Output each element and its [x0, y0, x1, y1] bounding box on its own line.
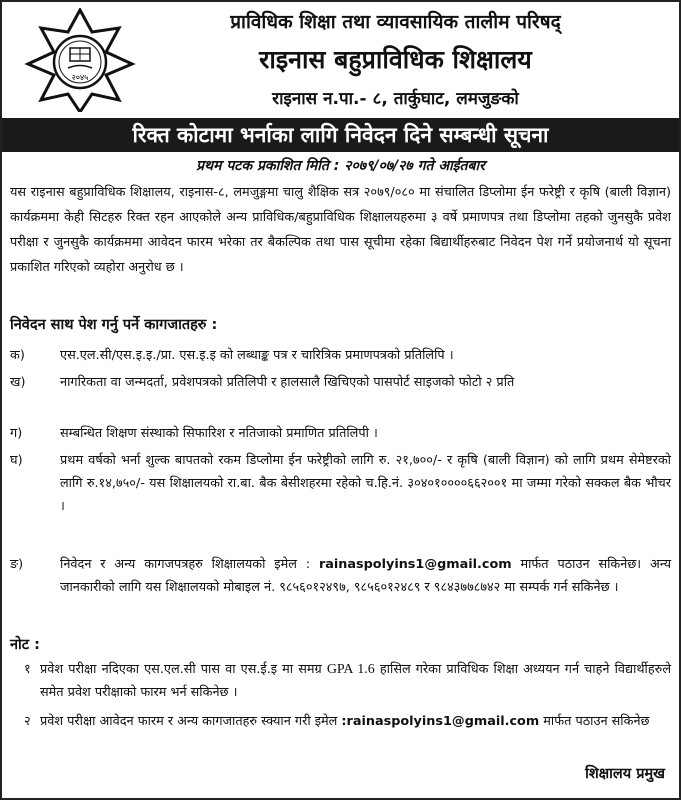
school-name: राइनास बहुप्राविधिक शिक्षालय	[259, 45, 532, 74]
contact-item	[10, 553, 671, 599]
item-text: एस.एल.सी/एस.इ.इ./प्रा. एस.इ.इ को लब्धाङ्क पत्र र चारित्रिक प्रमाणपत्रको प्रतिलिपि ।	[60, 348, 454, 363]
notice-title-bar	[2, 118, 679, 152]
notes-heading: नोट :	[10, 637, 40, 653]
signature: शिक्षालय प्रमुख	[585, 766, 665, 782]
item-text: नागरिकता वा जन्मदर्ता, प्रवेशपत्रको प्रतिलिपी र हालसालै खिचिएको पासपोर्ट साइजको फोटो २ प्रति	[60, 375, 515, 390]
note-text-after: हासिल गरेका प्राविधिक शिक्षा अध्ययन गर्न चाहने विद्यार्थीहरुले समेत प्रवेश परीक्षाको फारम भर्न सकिनेछ ।	[40, 662, 671, 700]
document-item	[10, 371, 671, 394]
item-marker: क)	[10, 348, 25, 363]
note-text-after: मार्फत पठाउन सकिनेछ	[543, 714, 650, 729]
intro-paragraph: यस राइनास बहुप्राविधिक शिक्षालय, राइनास-८, लमजुङ्गमा चालु शैक्षिक सत्र २०७९/०८० मा संचालित डिप्लोमा ईन फरेष्ट्री र कृषि (बाली विज्ञान) कार्यक्रममा केही सिटहरु रिक्त रहन आएकोले अन्य प्राविधिक/बहुप्राविधिक शिक्षालयहरुमा ३ वर्षे प्रमाणपत्र तथा डिप्लोमा तहको जुनसुकै प्रवेश परीक्षा र जुनसुकै कार्यक्रममा आवेदन फारम भरेका तर बैकल्पिक तथा पास सूचीमा रहेका बिद्यार्थीहरुबाट निवेदन पेश गर्ने प्रयोजनार्थ यो सूचना प्रकाशित गरिएको व्यहोरा अनुरोध छ ।	[10, 185, 671, 275]
item-text: सम्बन्धित शिक्षण संस्थाको सिफारिश र नतिजाको प्रमाणित प्रतिलिपी ।	[60, 426, 378, 441]
item-text: प्रथम वर्षको भर्ना शुल्क बापतको रकम डिप्लोमा ईन फरेष्ट्रीको लागि रु. २१,७००/- र कृषि (बाली विज्ञान) को लागि प्रथम सेमेष्टरको लागि रु.१४,७५०/- यस शिक्षालयको रा.बा. बैक बेसीशहरमा रहेको च.हि.नं. ३०४०१००००६६२००१ मा जम्मा गरेको सक्कल बैक भौचर ।	[60, 453, 671, 514]
item-marker: ग)	[10, 426, 23, 441]
item-marker: ङ)	[10, 557, 24, 572]
note-item	[10, 710, 671, 733]
publish-date: प्रथम पटक प्रकाशित मिति : २०७९/०७/२७ गते आईतबार	[196, 158, 485, 174]
note-marker: १	[24, 662, 31, 677]
logo-year: २०४५	[71, 73, 89, 82]
contact-text-before: निवेदन र अन्य कागजपत्रहरु शिक्षालयको इमेल :	[60, 557, 311, 572]
item-marker: घ)	[10, 453, 23, 468]
documents-heading: निवेदन साथ पेश गर्नु पर्ने कागजातहरु :	[10, 317, 218, 333]
note-item	[10, 658, 671, 704]
notice-title: रिक्त कोटामा भर्नाका लागि निवेदन दिने सम्बन्धी सूचना	[132, 123, 549, 147]
email-link[interactable]: rainaspolyins1@gmail.com	[318, 557, 512, 572]
item-marker: ख)	[10, 375, 26, 390]
note-text-before: प्रवेश परीक्षा नदिएका एस.एल.सी पास वा एस.ई.इ मा समग्र	[40, 662, 322, 677]
note-marker: २	[24, 714, 31, 729]
seal-star-logo	[24, 8, 136, 112]
contact-text-after: मार्फत पठाउन सकिनेछ। अन्य जानकारीको लागि यस शिक्षालयको मोबाइल नं. ९८५६०१२४९७, ९८५६०१२४८९ र ९८४३७७८७४२ मा सम्पर्क गर्न सकिनेछ ।	[60, 557, 671, 595]
school-address: राइनास न.पा.- ८, तार्कुघाट, लमजुङको	[272, 89, 519, 109]
email-link[interactable]: :rainaspolyins1@gmail.com	[341, 714, 540, 729]
gpa-value: GPA 1.6	[326, 662, 375, 677]
council-name: प्राविधिक शिक्षा तथा व्यावसायिक तालीम परिषद्	[230, 11, 561, 33]
note-text-before: प्रवेश परीक्षा आवेदन फारम र अन्य कागजातहरु स्क्यान गरी इमेल	[40, 714, 338, 729]
document-item	[10, 422, 671, 445]
document-item	[10, 344, 671, 367]
document-item	[10, 449, 671, 518]
